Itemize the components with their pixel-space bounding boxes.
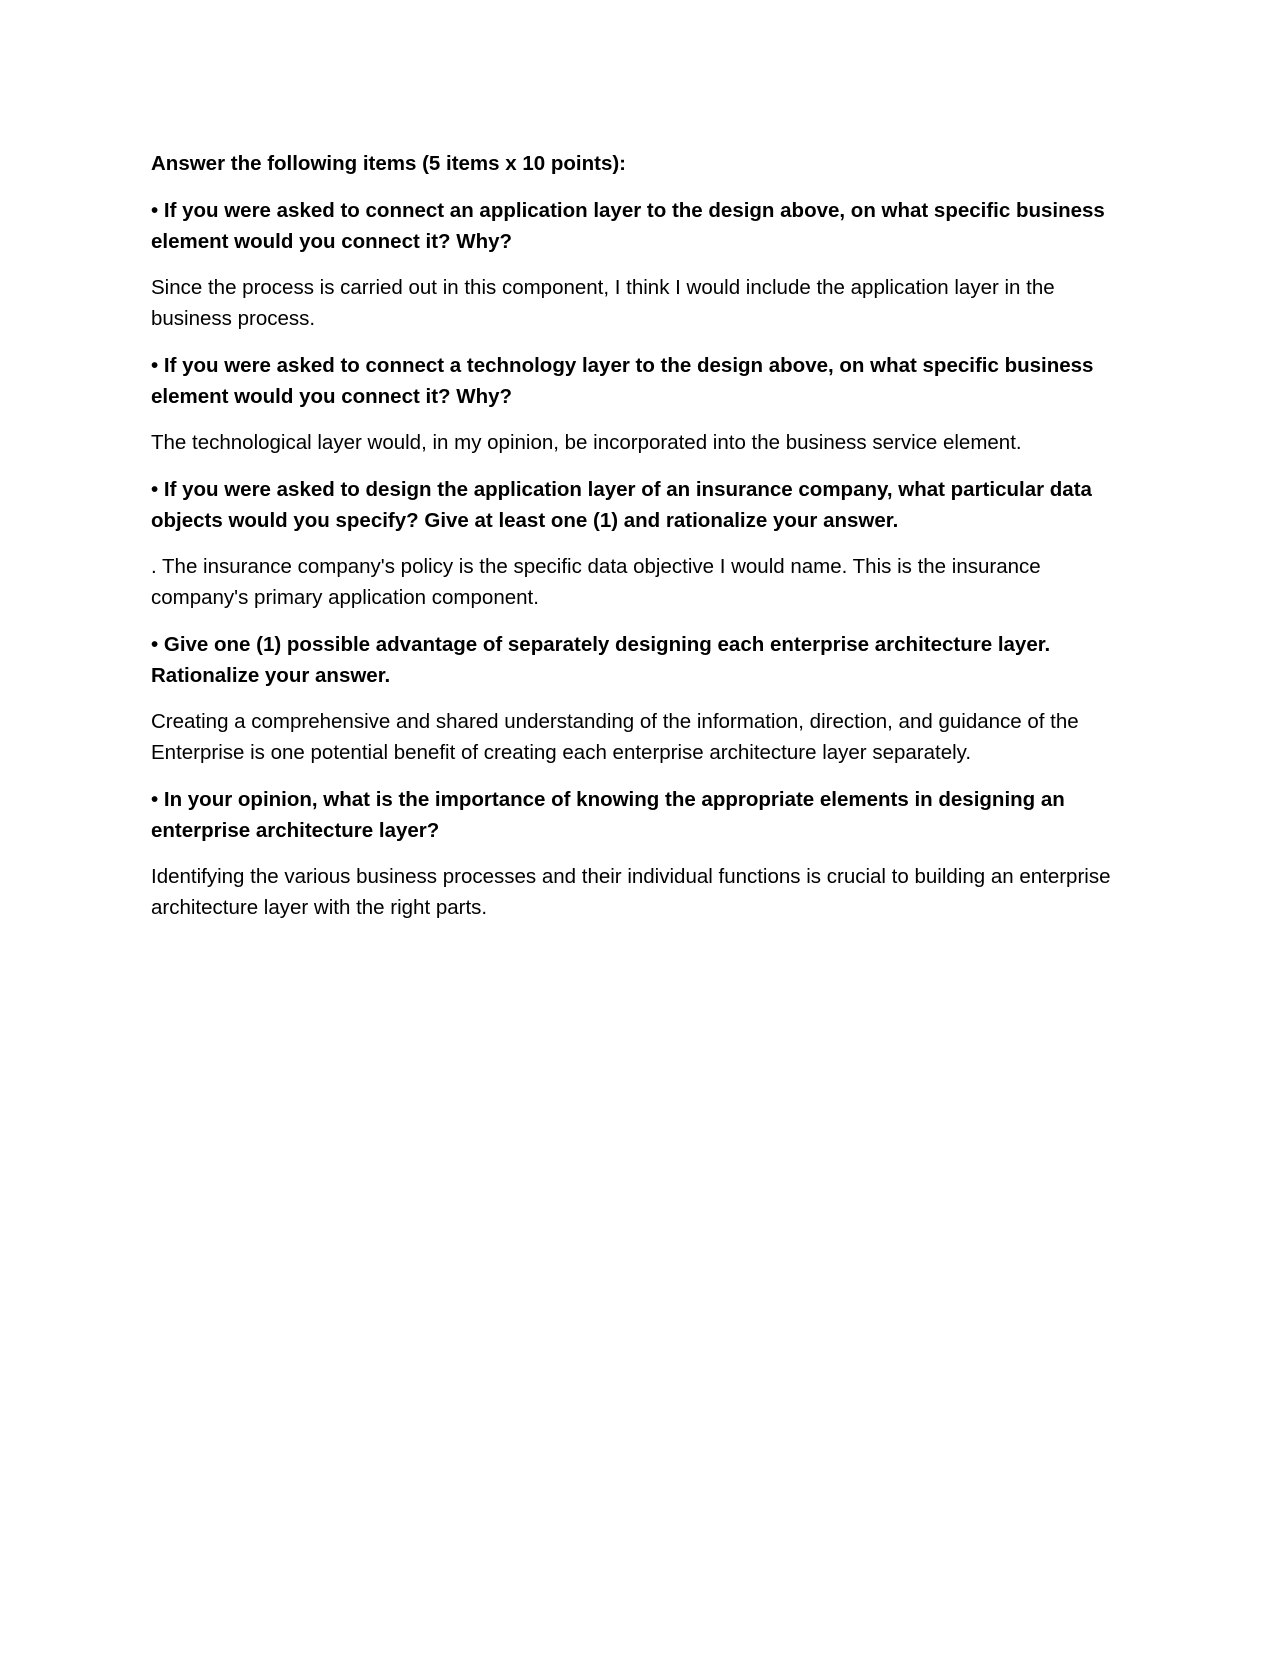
answer-1: Since the process is carried out in this component, I think I would include the application layer in the business process. bbox=[151, 276, 1055, 330]
answer-4: Creating a comprehensive and shared understanding of the information, direction, and guidance of the Enterprise is one potential benefit of creating each enterprise architecture layer separately. bbox=[151, 710, 1079, 764]
question-4: • Give one (1) possible advantage of separately designing each enterprise architecture layer. Rationalize your answer. bbox=[151, 633, 1051, 687]
question-3: • If you were asked to design the application layer of an insurance company, what particular data objects would you specify? Give at least one (1) and rationalize your answer. bbox=[151, 478, 1092, 532]
question-5: • In your opinion, what is the importance of knowing the appropriate elements in designing an enterprise architecture layer? bbox=[151, 788, 1065, 842]
document-intro: Answer the following items (5 items x 10 points): bbox=[151, 152, 626, 175]
question-2: • If you were asked to connect a technology layer to the design above, on what specific business element would you connect it? Why? bbox=[151, 354, 1094, 408]
answer-3: . The insurance company's policy is the specific data objective I would name. This is the insurance company's primary application component. bbox=[151, 555, 1041, 609]
document-body bbox=[151, 148, 1131, 939]
answer-5: Identifying the various business processes and their individual functions is crucial to building an enterprise architecture layer with the right parts. bbox=[151, 865, 1111, 919]
answer-2: The technological layer would, in my opinion, be incorporated into the business service element. bbox=[151, 431, 1022, 454]
question-1: • If you were asked to connect an application layer to the design above, on what specific business element would you connect it? Why? bbox=[151, 199, 1105, 253]
